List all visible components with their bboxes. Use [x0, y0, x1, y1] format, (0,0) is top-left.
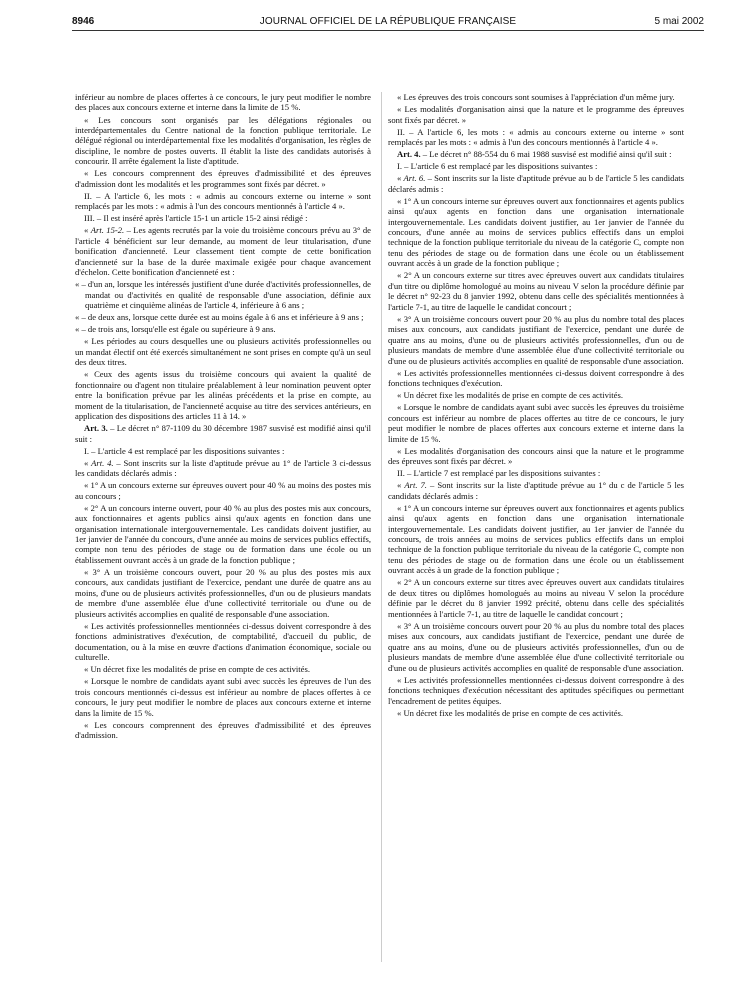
article-reference: Art. 6. [403, 173, 426, 184]
paragraph [75, 324, 371, 335]
paragraph-text: « Les concours comprennent des épreuves d'admissibilité et des épreuves d'admission. [75, 719, 371, 741]
paragraph [388, 196, 684, 269]
paragraph-text: « 3° A un troisième concours ouvert pour 20 % au plus du nombre total des places mises aux concours, aux candidats justifiant de l'exercice, pendant une durée de quatre ans au moins, d'une ou de plusieurs activités professionnelles, d'un ou de plusieurs mandats de membre d'une assemblée élue d'une collectivité territoriale ou d'une ou de plusieurs activités accomplies en qualité de responsable d'une association. [388, 620, 684, 673]
paragraph-text: – Sont inscrits sur la liste d'aptitude prévue au b de l'article 5 les candidats déclarés admis : [388, 173, 685, 194]
page-header [72, 14, 704, 30]
quote-mark: « [84, 225, 91, 236]
article-reference: Art. 7. [404, 480, 427, 491]
article-heading: Art. 3. [84, 423, 108, 434]
paragraph [388, 127, 684, 148]
paragraph-text: « 3° A un troisième concours ouvert, pour 20 % au plus des postes mis aux concours, aux candidats justifiant de l'exercice, pendant une durée de quatre ans au moins, d'une ou de plusieurs activités professionnelles, d'un ou de plusieurs mandats de membre d'une assemblée élue d'une collectivité territoriale ou d'une ou de plusieurs activités accomplies en qualité de responsable d'une association. [75, 566, 371, 619]
paragraph [75, 503, 371, 566]
paragraph-text: « Un décret fixe les modalités de prise en compte de ces activités. [397, 390, 623, 401]
paragraph [75, 664, 371, 674]
paragraph-text: « Les périodes au cours desquelles une ou plusieurs activités professionnelles ou un mandat électif ont été exercés simultanément ne sont prises en compte qu'à un seul des deux titres. [75, 336, 371, 368]
paragraph-text: « 1° A un concours interne sur épreuves ouvert aux fonctionnaires et agents publics ainsi qu'aux agents en fonction dans une organisation internationale intergouvernementale. Les candidats doivent justifier, au 1er janvier de l'année du concours, de trois années au moins de services publics effectifs dans un emploi technique de la fonction publique territoriale du niveau de la catégorie C, compte non tenu des périodes de stage ou de formation dans une école ou un établissement ouvrant accès à un grade de la fonction publique ; [388, 502, 684, 576]
paragraph [388, 368, 684, 389]
paragraph [75, 213, 371, 223]
column-divider [381, 92, 382, 962]
paragraph [75, 92, 371, 113]
paragraph [75, 225, 371, 277]
paragraph-text: « Ceux des agents issus du troisième concours qui avaient la qualité de fonctionnaire ou d'agent non titulaire préalablement à leur nomination peuvent opter entre la bonification prévue par les alinéas précédents et la prise en compte, au moment de la titularisation, de l'ancienneté acquise au titre des services antérieurs, en application des dispositions des articles 11 à 14. » [75, 369, 371, 422]
paragraph [75, 446, 371, 456]
paragraph [388, 446, 684, 467]
paragraph [75, 423, 371, 444]
paragraph [388, 468, 684, 478]
paragraph-text: « Les modalités d'organisation ainsi que la nature et le programme des épreuves sont fixés par décret. » [388, 104, 684, 125]
paragraph [388, 577, 684, 619]
paragraph-text: – Sont inscrits sur la liste d'aptitude prévue au 1° du c de l'article 5 les candidats déclarés admis : [388, 480, 684, 501]
article-heading: Art. 4. [397, 149, 421, 160]
paragraph-text: « Les activités professionnelles mentionnées ci-dessus doivent correspondre à des fonctions techniques d'exécution. [388, 367, 684, 389]
paragraph [388, 480, 684, 501]
right-column [388, 92, 684, 720]
paragraph-text: II. – A l'article 6, les mots : « admis au concours externe ou interne » sont remplacés par les mots : « admis à l'un des concours mentionnés à l'article 4 ». [388, 126, 684, 147]
paragraph [75, 312, 371, 323]
article-reference: Art. 15-2. [90, 225, 125, 236]
paragraph [75, 480, 371, 501]
paragraph-text: « Lorsque le nombre de candidats ayant subi avec succès les épreuves de l'un des trois concours mentionnés ci-dessus est inférieur au nombre de places offertes à ce concours, le jury peut modifier le nombre de places aux concours externe et interne dans la limite de 15 %. [75, 676, 371, 718]
paragraph [75, 168, 371, 189]
paragraph [75, 458, 371, 479]
paragraph [388, 503, 684, 576]
paragraph-text: « Les épreuves des trois concours sont soumises à l'appréciation d'un même jury. [397, 92, 675, 102]
paragraph-text: II. – A l'article 6, les mots : « admis au concours externe ou interne » sont remplacés par les mots : « admis à l'un des concours mentionnés à l'article 4 ». [75, 190, 371, 212]
paragraph [388, 104, 684, 125]
paragraph-text: « – de deux ans, lorsque cette durée est au moins égale à 6 ans et inférieure à 9 ans ; [75, 312, 364, 323]
paragraph-text: – Le décret n° 87-1109 du 30 décembre 1987 susvisé est modifié ainsi qu'il suit : [75, 423, 372, 444]
paragraph-text: « Les concours comprennent des épreuves d'admissibilité et des épreuves d'admission dont les modalités et les programmes sont fixés par décret. » [75, 168, 371, 189]
paragraph [388, 161, 684, 171]
paragraph-text: III. – Il est inséré après l'article 15-1 un article 15-2 ainsi rédigé : [84, 213, 308, 224]
paragraph-text: « 2° A un concours interne ouvert, pour 40 % au plus des postes mis aux concours, aux fonctionnaires et agents publics ainsi qu'aux agents en fonction dans une organisation internationale intergouvernementale. Les candidats doivent justifier, au 1er janvier de l'année du concours, d'une année au moins de services publics effectifs, compte non tenu des périodes de stage ou de formation dans une école ou un établissement ouvrant accès à un grade de la fonction publique ; [75, 502, 371, 565]
paragraph-text: « Les activités professionnelles mentionnées ci-dessus doivent correspondre à des fonctions administratives d'exécution, de comptabilité, d'accueil du public, de documentation, ou à la mise en œuvre d'actions d'animation économique, sociale ou culturelle. [75, 620, 371, 663]
paragraph-text: – Sont inscrits sur la liste d'aptitude prévue au 1° de l'article 3 ci-dessus les candidats déclarés admis : [75, 457, 371, 479]
paragraph-text: « 2° A un concours externe sur titres avec épreuves ouvert aux candidats titulaires d'un titre ou diplôme homologué au moins au niveau V selon la procédure définie par le décret n° 92-23 du 8 janvier 1992, obtenu dans celle des spécialités mentionnées à l'article 7-1, au titre de laquelle le candidat concourt ; [388, 270, 684, 312]
page-number: 8946 [72, 16, 95, 27]
paragraph [388, 621, 684, 673]
paragraph-text: « 2° A un concours externe sur titres avec épreuves ouvert aux candidats titulaires de deux titres ou diplômes homologués au moins au niveau V selon la procédure définie par le décret du 8 janvier 1992 précité, obtenu dans celle des spécialités mentionnées à l'article 7-1, au titre de laquelle le candidat concourt ; [388, 577, 684, 619]
paragraph [388, 314, 684, 366]
paragraph [388, 708, 684, 718]
paragraph-text: I. – L'article 4 est remplacé par les dispositions suivantes : [84, 445, 285, 456]
paragraph [388, 675, 684, 706]
quote-mark: « [397, 480, 405, 491]
paragraph-text: « 3° A un troisième concours ouvert pour 20 % au plus du nombre total des places mises aux concours, aux candidats justifiant de l'exercice, pendant une durée de quatre ans au moins, d'une ou de plusieurs activités professionnelles, d'un ou de plusieurs mandats de membre d'une assemblée élue d'une collectivité territoriale ou d'une ou de plusieurs activités accomplies en qualité de responsable d'une association. [388, 313, 684, 366]
paragraph-text: « Lorsque le nombre de candidats ayant subi avec succès les épreuves du troisième concours est inférieur au nombre de places offertes au titre de ce concours, le jury peut modifier le nombre de places offertes aux concours externe et interne dans la limite de 15 %. [388, 402, 684, 444]
paragraph-text: « Les concours sont organisés par les délégations régionales ou interdépartementales du Centre national de la fonction publique territoriale. Le délégué régional ou interdépartemental fixe les modalités d'organisation, les règles de discipline, le nombre de postes ouverts. Il établit la liste des candidats autorisés à concourir. Il arrête également la liste d'aptitude. [75, 114, 371, 167]
paragraph [388, 173, 684, 194]
paragraph-text: « 1° A un concours interne sur épreuves ouvert aux fonctionnaires et agents publics ainsi qu'aux agents en fonction dans une organisation internationale intergouvernementale. Les candidats doivent justifier, au 1er janvier de l'année du concours, d'une année au moins de services publics effectifs dans un emploi technique de la fonction publique territoriale du niveau de la catégorie C, compte non tenu des périodes de stage ou de formation dans une école ou un établissement ouvrant accès à un grade de la fonction publique ; [388, 195, 684, 269]
paragraph-text: – Le décret n° 88-554 du 6 mai 1988 susvisé est modifié ainsi qu'il suit : [420, 149, 672, 160]
journal-title: JOURNAL OFFICIEL DE LA RÉPUBLIQUE FRANÇAISE [259, 16, 517, 27]
quote-mark: « [397, 173, 404, 184]
paragraph [388, 390, 684, 400]
article-reference: Art. 4. [91, 457, 114, 468]
paragraph-text: II. – L'article 7 est remplacé par les dispositions suivantes : [397, 468, 601, 479]
paragraph [388, 270, 684, 312]
paragraph [388, 149, 684, 159]
paragraph-text: « Les activités professionnelles mentionnées ci-dessus doivent correspondre à des fonctions techniques d'exécution nécessitant des aptitudes spécifiques ou permettant l'encadrement de petites équipes. [388, 674, 684, 706]
paragraph-text: « Un décret fixe les modalités de prise en compte de ces activités. [397, 707, 623, 718]
paragraph [75, 115, 371, 167]
paragraph-text: – Les agents recrutés par la voie du troisième concours prévu au 3° de l'article 4 bénéficient sur leur demande, au moment de leur titularisation, d'une bonification d'ancienneté. Leur classement tient compte de cette bonification d'ancienneté sur la base de la durée maximale exigée pour chaque avancement d'échelon. Cette bonification d'ancienneté est : [75, 225, 371, 278]
paragraph [75, 720, 371, 741]
paragraph-text: « – de trois ans, lorsqu'elle est égale ou supérieure à 9 ans. [75, 324, 276, 335]
paragraph-text: « – d'un an, lorsque les intéressés justifient d'une durée d'activités professionnelles, de mandat ou d'activités en qualité de responsable d'une association, définie aux quatrième et cinquième alinéas de l'article 4, inférieure à 6 ans ; [75, 279, 371, 311]
paragraph-text: I. – L'article 6 est remplacé par les dispositions suivantes : [397, 161, 598, 172]
paragraph [75, 621, 371, 663]
quote-mark: « [84, 457, 92, 468]
paragraph [388, 402, 684, 444]
header-rule [72, 30, 704, 31]
paragraph [75, 676, 371, 718]
paragraph [388, 92, 684, 102]
paragraph [75, 336, 371, 367]
paragraph-text: inférieur au nombre de places offertes à ce concours, le jury peut modifier le nombre des places aux concours externe et interne dans la limite de 15 %. [75, 92, 371, 113]
paragraph-text: « 1° A un concours externe sur épreuves ouvert pour 40 % au moins des postes mis au concours ; [75, 480, 371, 501]
paragraph-text: « Les modalités d'organisation des concours ainsi que la nature et le programme des épreuves sont fixés par décret. » [388, 445, 684, 467]
publication-date: 5 mai 2002 [654, 16, 704, 27]
paragraph [75, 279, 371, 311]
left-column [75, 92, 371, 742]
paragraph [75, 567, 371, 619]
paragraph [75, 369, 371, 421]
paragraph-text: « Un décret fixe les modalités de prise en compte de ces activités. [84, 664, 310, 675]
paragraph [75, 191, 371, 212]
